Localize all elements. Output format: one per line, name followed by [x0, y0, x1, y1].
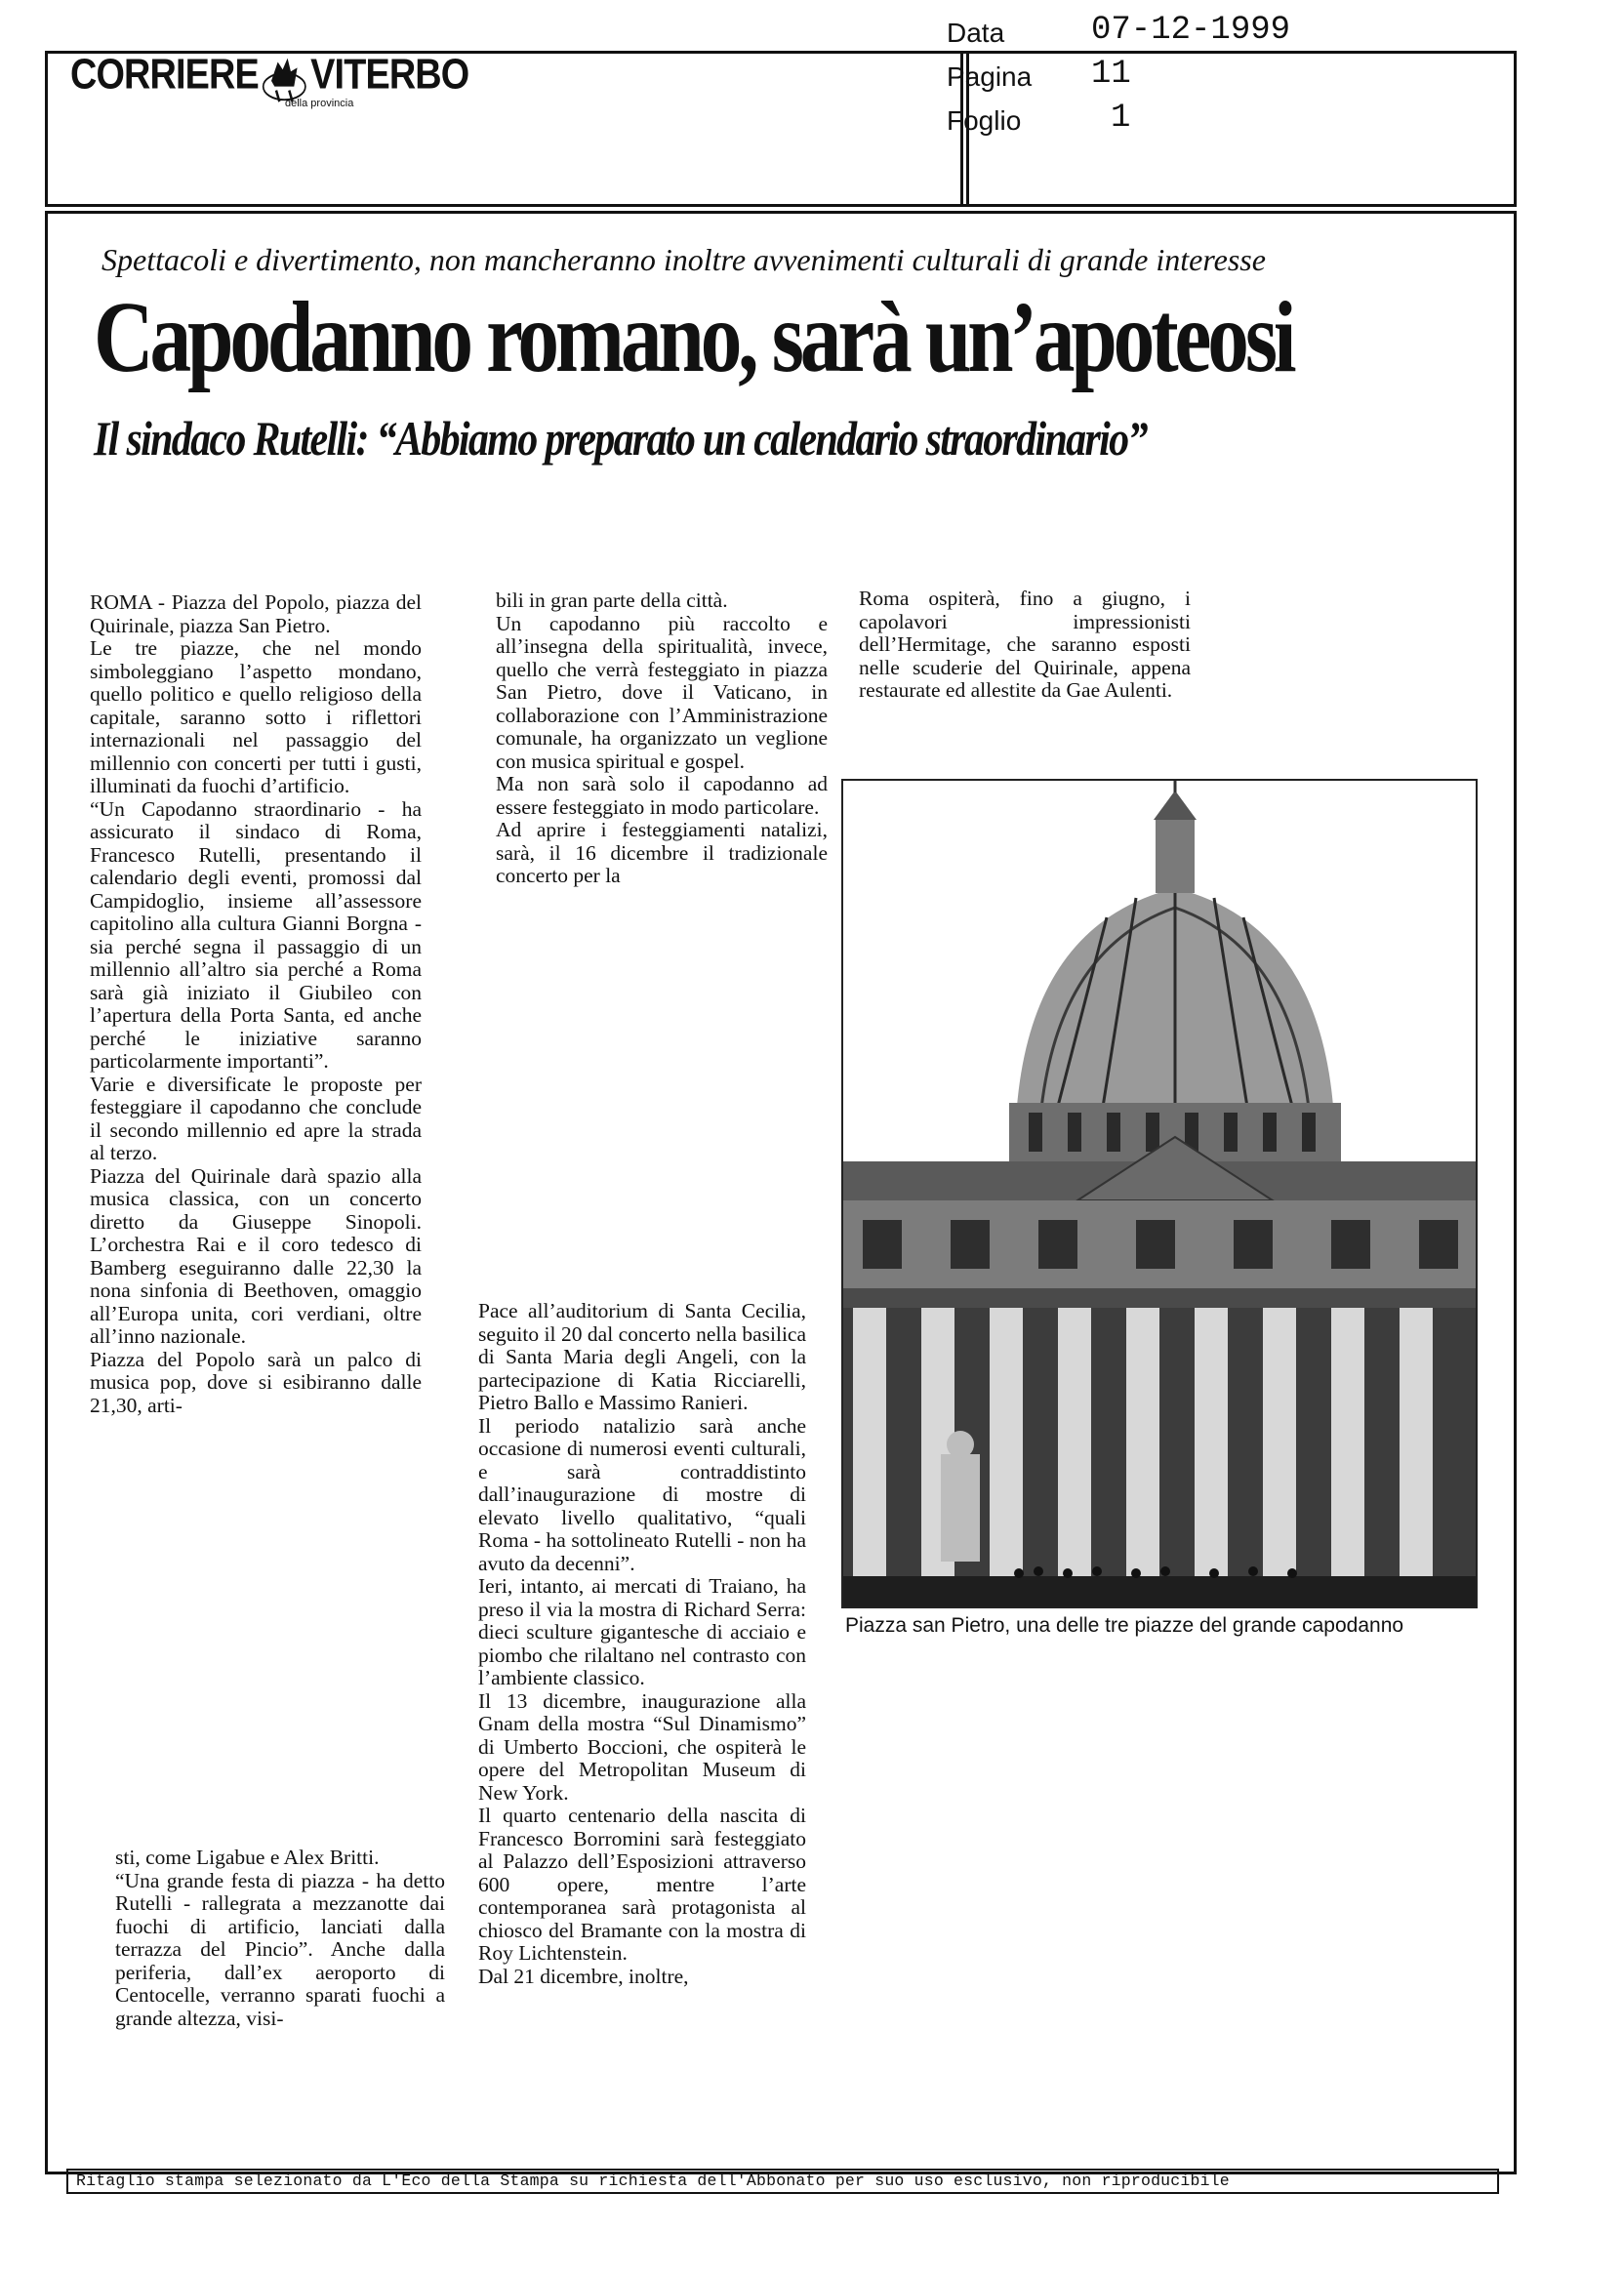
page-value: 11	[1091, 56, 1131, 93]
logo-subtitle: della provincia	[285, 98, 354, 109]
page-label: Pagina	[947, 61, 1033, 92]
paragraph: Le tre piazze, che nel mondo simboleggiano l’aspetto mondano, quello politico e quello religioso della capitale, saranno sotto i riflettori internazionali nel passaggio del millennio con concerti per tutti i gusti, illuminati da fuochi d’artificio.	[90, 636, 422, 797]
paragraph: Ieri, intanto, ai mercati di Traiano, ha preso il via la mostra di Richard Serra: dieci sculture gigantesche di acciaio e piombo che rilaltano nel contrasto con l’ambiente classico.	[478, 1574, 806, 1689]
paragraph: sti, come Ligabue e Alex Britti.	[115, 1846, 380, 1869]
logo-right-text: VITERBO	[310, 50, 469, 99]
masthead-metadata	[947, 10, 1454, 142]
column-3	[859, 588, 1191, 703]
article-kicker: Spettacoli e divertimento, non mancheranno inoltre avvenimenti culturali di grande interesse	[102, 242, 1266, 277]
paragraph: Dal 21 dicembre, inoltre,	[478, 1964, 689, 1988]
paragraph: Il periodo natalizio sarà anche occasione di numerosi eventi culturali, e sarà contraddistinto dall’inaugurazione di mostre di elevato livello qualitativo, “quali Roma - ha sottolineato Rutelli - non ha avuto da decenni”.	[478, 1413, 806, 1575]
paragraph: Varie e diversificate le proposte per festeggiare il capodanno che conclude il secondo millennio ed apre la strada al terzo.	[90, 1072, 422, 1164]
logo-left-text: CORRIERE	[70, 50, 259, 99]
article-headline: Capodanno romano, sarà un’apoteosi	[94, 281, 1293, 393]
paragraph: Roma ospiterà, fino a giugno, i capolavori impressionisti dell’Hermitage, che saranno esposti nelle scuderie del Quirinale, appena restaurate ed allestite da Gae Aulenti.	[859, 587, 1191, 702]
paragraph: Il 13 dicembre, inaugurazione alla Gnam della mostra “Sul Dinamismo” di Umberto Boccioni, che ospiterà le opere del Metropolitan Museum di New York.	[478, 1688, 806, 1805]
paragraph: Ma non sarà solo il capodanno ad essere festeggiato in modo particolare.	[496, 772, 828, 819]
paragraph: “Un Capodanno straordinario - ha assicurato il sindaco di Roma, Francesco Rutelli, presentando il calendario degli eventi, promossi dal Campidoglio, insieme all’assessore capitolino alla cultura Gianni Borgna - sia perché segna il passaggio di un millennio all’altro sia perché a Roma sarà già iniziato il Giubileo con l’apertura della Porta Santa, ed anche perché le iniziative saranno particolarmente importanti”.	[90, 796, 422, 1073]
photo-caption: Piazza san Pietro, una delle tre piazze del grande capodanno	[845, 1614, 1404, 1637]
paragraph: Pace all’auditorium di Santa Cecilia, seguito il 20 dal concerto nella basilica di Santa Maria degli Angeli, con la partecipazione di Katia Ricciarelli, Pietro Ballo e Massimo Ranieri.	[478, 1299, 806, 1414]
sheet-label: Foglio	[947, 105, 1022, 136]
column-2-top	[496, 589, 828, 888]
paragraph: Piazza del Popolo sarà un palco di musica pop, dove si esibiranno dalle 21,30, arti-	[90, 1347, 422, 1417]
column-1-top	[90, 591, 422, 1417]
article-subhead: Il sindaco Rutelli: “Abbiamo preparato un calendario straordinario”	[94, 411, 1147, 466]
column-2-bottom	[478, 1300, 806, 1988]
paragraph: bili in gran parte della città.	[496, 589, 728, 612]
paragraph: ROMA - Piazza del Popolo, piazza del Quirinale, piazza San Pietro.	[90, 590, 422, 637]
article-photo	[841, 779, 1478, 1608]
paragraph: Piazza del Quirinale darà spazio alla musica classica, con un concerto diretto da Giuseppe Sinopoli. L’orchestra Rai e il coro tedesco di Bamberg eseguiranno dalle 22,30 la nona sinfonia di Beethoven, omaggio all’Europa unita, cori verdiani, oltre all’inno nazionale.	[90, 1163, 422, 1348]
column-1-bottom	[115, 1847, 445, 2030]
clipping-footer	[66, 2169, 1499, 2194]
sheet-row	[947, 98, 1454, 142]
paragraph: Il quarto centenario della nascita di Francesco Borromini sarà festeggiato al Palazzo dell’Esposizioni attraverso 600 opere, mentre l’arte contemporanea sarà protagonista al chiosco del Bramante con la mostra di Roy Lichtenstein.	[478, 1804, 806, 1965]
footer-text: Ritaglio stampa selezionato da L'Eco della Stampa su richiesta dell'Abbonato per suo uso esclusivo, non riproducibile	[76, 2172, 1230, 2190]
page-row	[947, 54, 1454, 98]
sheet-value: 1	[1111, 100, 1131, 137]
paragraph: “Una grande festa di piazza - ha detto Rutelli - rallegrata a mezzanotte dai fuochi di artificio, lanciati dalla terrazza del Pincio”. Anche dalla periferia, dall’ex aeroporto di Centocelle, verranno sparati fuochi a grande altezza, visi-	[115, 1868, 445, 2030]
date-row	[947, 10, 1454, 54]
st-peters-basilica-photo	[843, 781, 1476, 1606]
date-value: 07-12-1999	[1091, 12, 1291, 49]
paragraph: Ad aprire i festeggiamenti natalizi, sarà, il 16 dicembre il tradizionale concerto per la	[496, 818, 828, 887]
paragraph: Un capodanno più raccolto e all’insegna della spiritualità, invece, quello che verrà festeggiato in piazza San Pietro, dove il Vaticano, in collaborazione con l’Amministrazione comunale, ha organizzato un veglione con musica spiritual e gospel.	[496, 611, 828, 773]
date-label: Data	[947, 18, 1005, 48]
newspaper-logo	[70, 49, 468, 105]
